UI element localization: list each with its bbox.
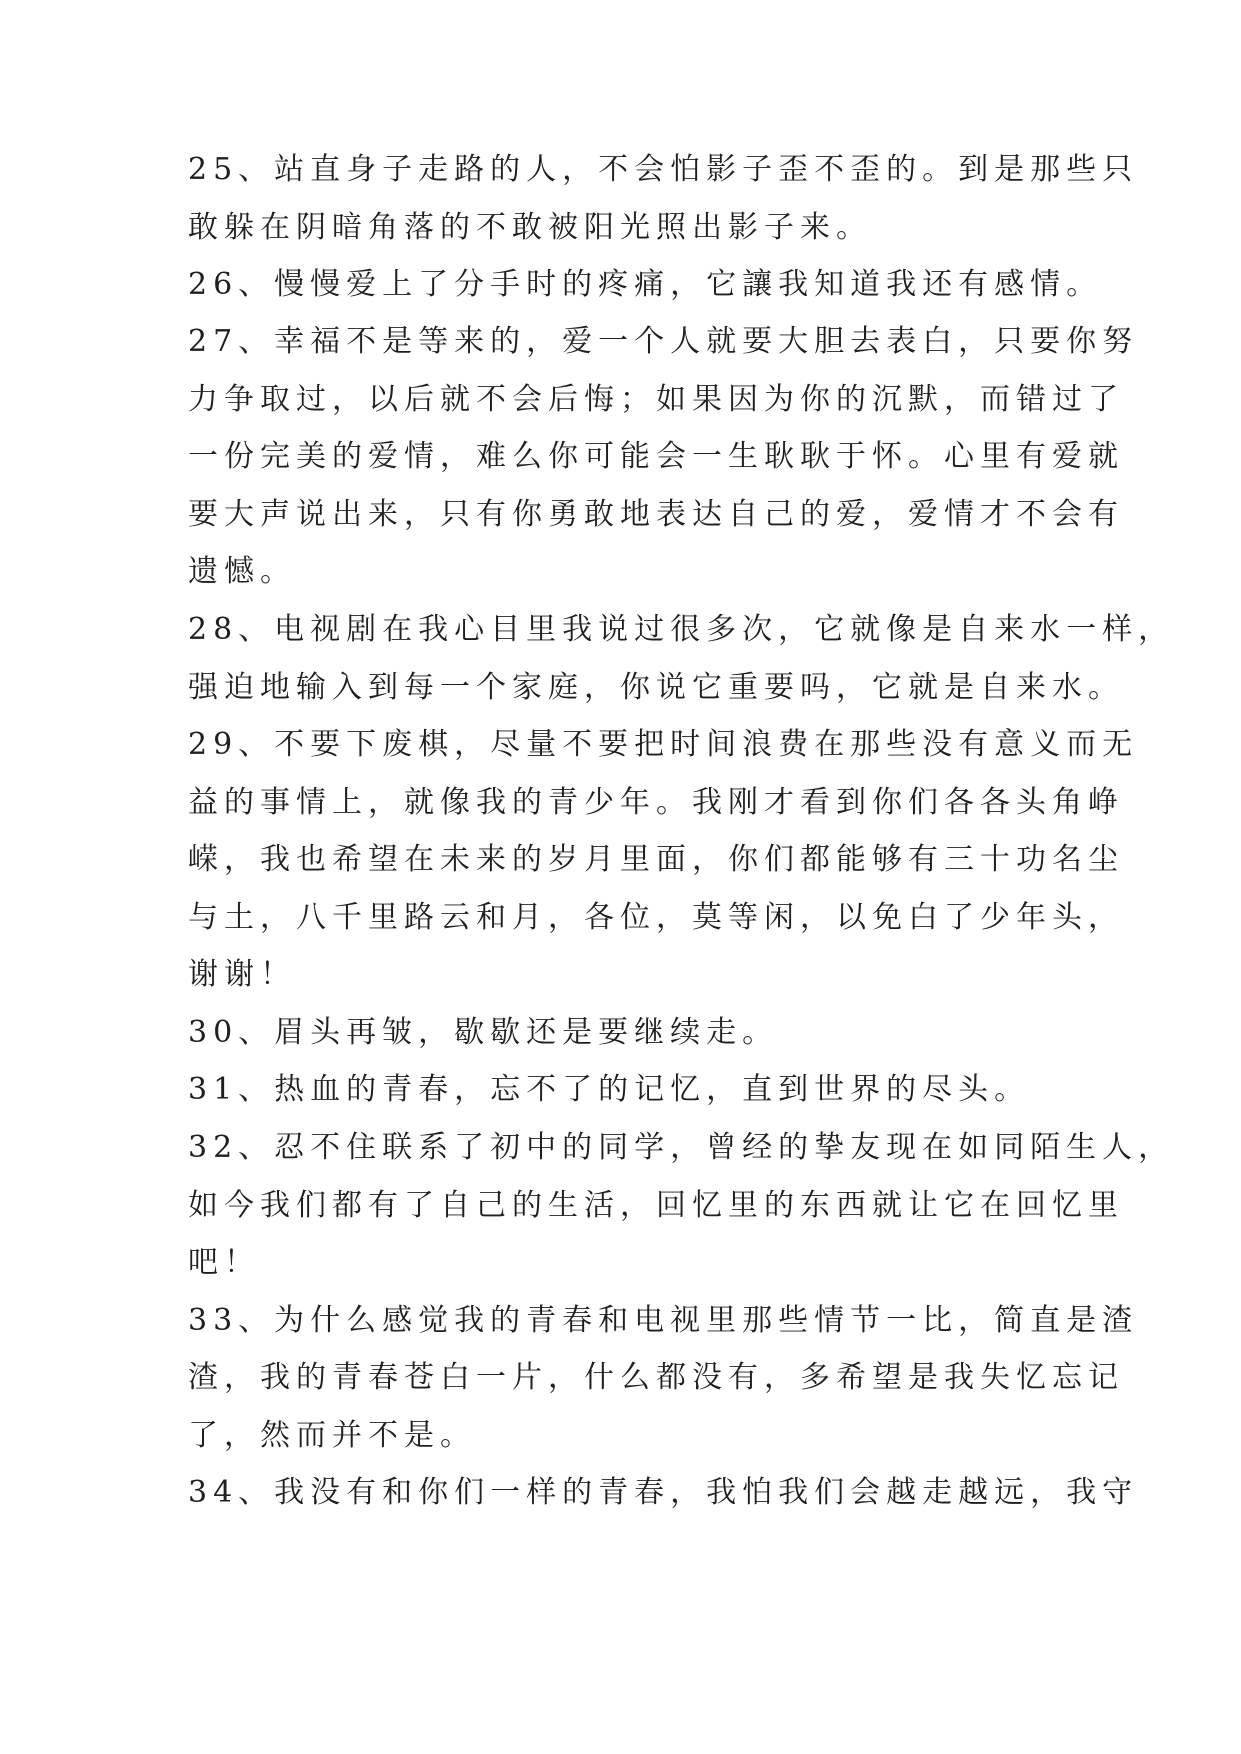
text-line-22: 渣，我的青春苍白一片，什么都没有，多希望是我失忆忘记 <box>188 1360 1124 1395</box>
text-line-23: 了，然而并不是。 <box>188 1418 476 1453</box>
text-line-15: 谢谢！ <box>188 957 296 992</box>
text-line-2: 敢躲在阴暗角落的不敢被阳光照出影子来。 <box>188 210 872 245</box>
text-line-13: 嵘，我也希望在未来的岁月里面，你们都能够有三十功名尘 <box>188 842 1124 877</box>
text-line-12: 益的事情上，就像我的青少年。我刚才看到你们各各头角峥 <box>188 785 1124 820</box>
text-line-7: 要大声说出来，只有你勇敢地表达自己的爱，爱情才不会有 <box>188 497 1124 532</box>
text-line-4: 27、幸福不是等来的，爱一个人就要大胆去表白，只要你努 <box>188 324 1139 359</box>
text-line-8: 遗憾。 <box>188 554 296 589</box>
text-line-3: 26、慢慢爱上了分手时的疼痛，它讓我知道我还有感情。 <box>188 267 1103 302</box>
text-line-9: 28、电视剧在我心目里我说过很多次，它就像是自来水一样， <box>188 612 1175 647</box>
text-line-20: 吧！ <box>188 1245 260 1280</box>
text-line-17: 31、热血的青春，忘不了的记忆，直到世界的尽头。 <box>188 1072 1031 1107</box>
text-line-18: 32、忍不住联系了初中的同学，曾经的挚友现在如同陌生人， <box>188 1130 1175 1165</box>
text-line-1: 25、站直身子走路的人，不会怕影子歪不歪的。到是那些只 <box>188 152 1139 187</box>
text-line-5: 力争取过，以后就不会后悔；如果因为你的沉默，而错过了 <box>188 382 1124 417</box>
text-line-16: 30、眉头再皱，歇歇还是要继续走。 <box>188 1015 779 1050</box>
text-line-11: 29、不要下废棋，尽量不要把时间浪费在那些没有意义而无 <box>188 727 1139 762</box>
text-line-19: 如今我们都有了自己的生活，回忆里的东西就让它在回忆里 <box>188 1188 1124 1223</box>
text-line-10: 强迫地输入到每一个家庭，你说它重要吗，它就是自来水。 <box>188 670 1124 705</box>
text-line-24: 34、我没有和你们一样的青春，我怕我们会越走越远，我守 <box>188 1475 1139 1510</box>
text-line-21: 33、为什么感觉我的青春和电视里那些情节一比，简直是渣 <box>188 1303 1139 1338</box>
text-line-14: 与土，八千里路云和月，各位，莫等闲，以免白了少年头， <box>188 900 1124 935</box>
text-line-6: 一份完美的爱情，难么你可能会一生耿耿于怀。心里有爱就 <box>188 439 1124 474</box>
